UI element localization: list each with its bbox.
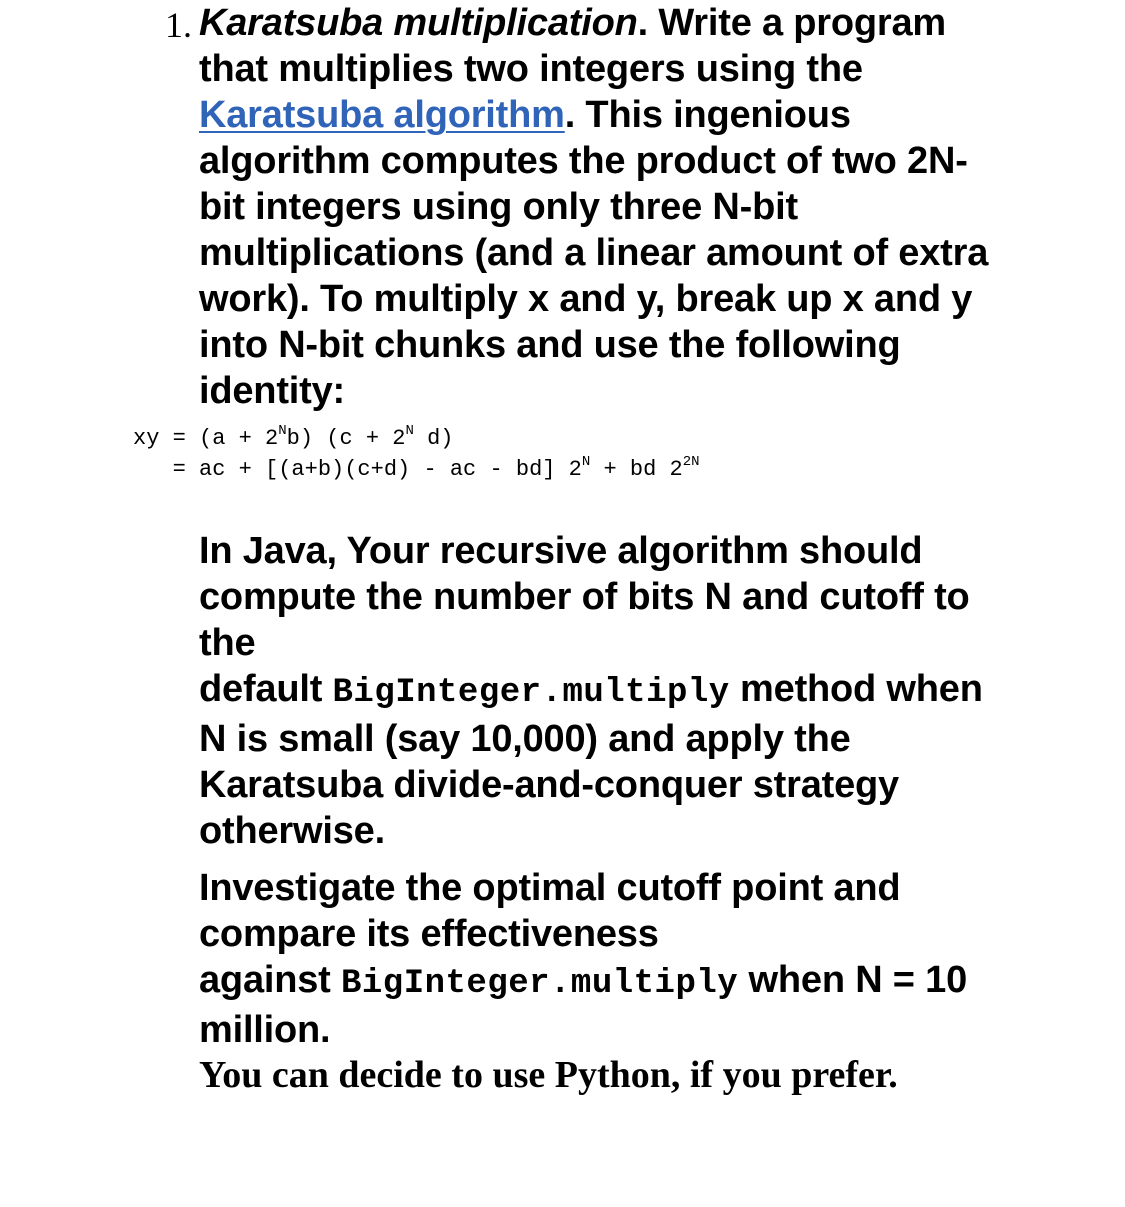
java-text: default bbox=[199, 668, 333, 710]
formula-text: + bd 2 bbox=[590, 457, 683, 482]
formula-line-2 bbox=[133, 455, 700, 485]
code-biginteger-multiply: BigInteger.multiply bbox=[341, 965, 739, 1003]
java-text: In Java, Your recursive algorithm should compute the number of bits N and cutoff to the bbox=[199, 530, 970, 664]
formula-text: d) bbox=[413, 426, 454, 451]
formula-exponent: N bbox=[405, 423, 414, 439]
list-number: 1. bbox=[165, 5, 192, 45]
java-paragraph bbox=[199, 528, 999, 854]
formula-text: = ac + [(a+b)(c+d) - ac - bd] 2 bbox=[133, 457, 582, 482]
formula-line-1 bbox=[133, 424, 453, 454]
problem-title: Karatsuba multiplication bbox=[199, 2, 638, 44]
formula-exponent: N bbox=[581, 454, 591, 470]
intro-text: Write a program that multiplies two integers using the bbox=[199, 2, 947, 90]
karatsuba-link[interactable]: Karatsuba algorithm bbox=[199, 94, 565, 136]
investigate-paragraph bbox=[199, 865, 999, 1053]
closing-note: You can decide to use Python, if you prefer. bbox=[199, 1054, 898, 1096]
formula-text: xy = (a + 2 bbox=[133, 426, 279, 451]
intro-text-continued: . This ingenious algorithm computes the product of two 2N-bit integers using only three N-bit multiplications (and a linear amount of extra work). To multiply x and y, break up x and y into N-bit chunks and use the following identity: bbox=[199, 94, 989, 412]
formula-exponent: 2N bbox=[682, 454, 700, 470]
formula-exponent: N bbox=[278, 423, 287, 439]
code-biginteger-multiply: BigInteger.multiply bbox=[332, 674, 730, 712]
problem-paragraph bbox=[199, 0, 999, 414]
formula-text: b) (c + 2 bbox=[286, 426, 406, 451]
java-text: method when N is small (say 10,000) and apply the Karatsuba divide-and-conquer strategy otherwise. bbox=[199, 668, 983, 852]
investigate-text: when N = 10 million. bbox=[199, 959, 968, 1051]
title-period: . bbox=[637, 2, 648, 44]
investigate-text: against bbox=[199, 959, 341, 1001]
investigate-text: Investigate the optimal cutoff point and compare its effectiveness bbox=[199, 867, 901, 955]
